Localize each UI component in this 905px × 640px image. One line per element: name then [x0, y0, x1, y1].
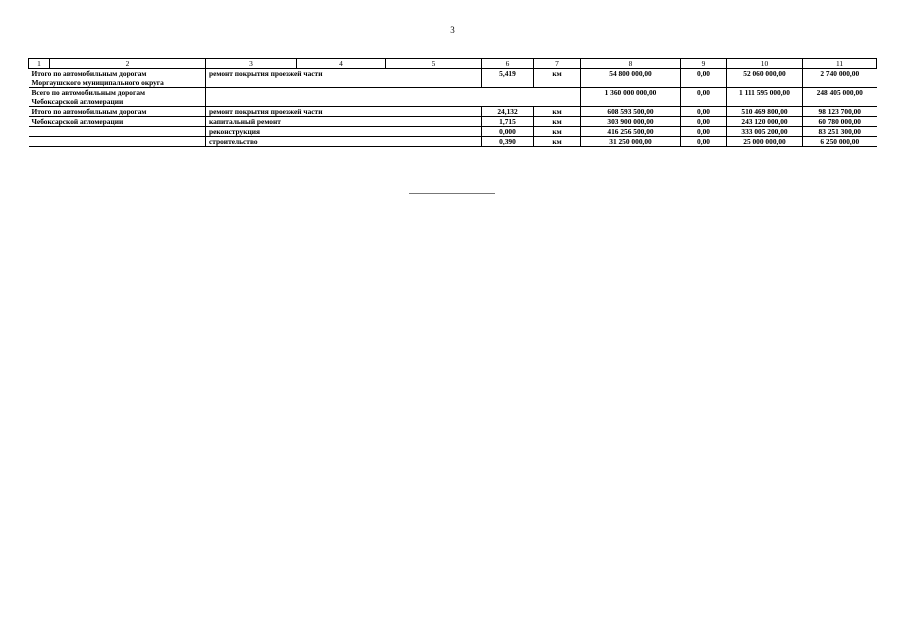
- end-rule: [409, 193, 495, 194]
- amount-col11: 83 251 300,00: [818, 127, 861, 136]
- grand-total-col10: 1 111 595 000,00: [727, 88, 803, 98]
- column-number: 7: [534, 59, 581, 69]
- morgaush-length: 5,419: [482, 69, 534, 79]
- column-number: 6: [482, 59, 534, 69]
- unit: км: [534, 117, 581, 127]
- morgaush-unit: км: [534, 69, 581, 79]
- morgaush-col9: 0,00: [681, 69, 727, 79]
- amount-total: 31 250 000,00: [581, 137, 681, 147]
- column-number: 10: [727, 59, 803, 69]
- morgaush-col11: 2 740 000,00: [820, 69, 860, 78]
- agglomeration-row: [29, 137, 877, 147]
- amount-col9: 0,00: [681, 117, 727, 127]
- grand-total-col9: 0,00: [681, 88, 727, 98]
- unit: км: [534, 137, 581, 147]
- amount-col10: 333 005 200,00: [727, 127, 803, 137]
- agglomeration-row: [29, 127, 877, 137]
- grand-total-col11: 248 405 000,00: [816, 88, 863, 97]
- work-type: капитальный ремонт: [209, 117, 281, 126]
- length: 0,390: [482, 137, 534, 147]
- morgaush-total-row: [29, 69, 877, 79]
- amount-total: 416 256 500,00: [581, 127, 681, 137]
- length: 24,132: [482, 107, 534, 117]
- grand-total-label-row2: [29, 97, 877, 107]
- length: 0,000: [482, 127, 534, 137]
- amount-total: 303 900 000,00: [581, 117, 681, 127]
- amount-col9: 0,00: [681, 127, 727, 137]
- summary-table: [28, 58, 877, 147]
- morgaush-label-line1: Итого по автомобильным дорогам: [29, 69, 206, 79]
- amount-col11: 6 250 000,00: [820, 137, 860, 146]
- morgaush-work-type: ремонт покрытия проезжей части: [209, 69, 323, 78]
- agglomeration-label-line2: Чебоксарской агломерации: [29, 117, 206, 127]
- length: 1,715: [482, 117, 534, 127]
- morgaush-total: 54 800 000,00: [581, 69, 681, 79]
- column-number: 9: [681, 59, 727, 69]
- grand-total-amount: 1 360 000 000,00: [581, 88, 681, 98]
- amount-total: 608 593 500,00: [581, 107, 681, 117]
- amount-col10: 25 000 000,00: [727, 137, 803, 147]
- column-number: 3: [206, 59, 297, 69]
- amount-col9: 0,00: [681, 107, 727, 117]
- page-number: 3: [450, 25, 455, 35]
- morgaush-label-line2: Моргаушского муниципального округа: [29, 78, 206, 88]
- morgaush-col10: 52 060 000,00: [727, 69, 803, 79]
- column-number: 8: [581, 59, 681, 69]
- column-number-row: [29, 59, 877, 69]
- amount-col11: 60 780 000,00: [818, 117, 861, 126]
- grand-total-label-line1: Всего по автомобильным дорогам: [29, 88, 206, 98]
- grand-total-row: [29, 88, 877, 98]
- unit: км: [534, 127, 581, 137]
- agglomeration-row: [29, 107, 877, 117]
- column-number: 2: [50, 59, 206, 69]
- column-number: 1: [29, 59, 50, 69]
- column-number: 11: [803, 59, 877, 69]
- work-type: ремонт покрытия проезжей части: [209, 107, 323, 116]
- grand-total-label-line2: Чебоксарской агломерации: [29, 97, 206, 107]
- work-type: строительство: [209, 137, 258, 146]
- amount-col10: 510 469 800,00: [727, 107, 803, 117]
- amount-col9: 0,00: [681, 137, 727, 147]
- amount-col11: 98 123 700,00: [818, 107, 861, 116]
- amount-col10: 243 120 000,00: [727, 117, 803, 127]
- agglomeration-row: [29, 117, 877, 127]
- column-number: 4: [297, 59, 386, 69]
- work-type: реконструкция: [209, 127, 260, 136]
- morgaush-label-row2: [29, 78, 877, 88]
- agglomeration-label-line1: Итого по автомобильным дорогам: [29, 107, 206, 117]
- column-number: 5: [386, 59, 482, 69]
- unit: км: [534, 107, 581, 117]
